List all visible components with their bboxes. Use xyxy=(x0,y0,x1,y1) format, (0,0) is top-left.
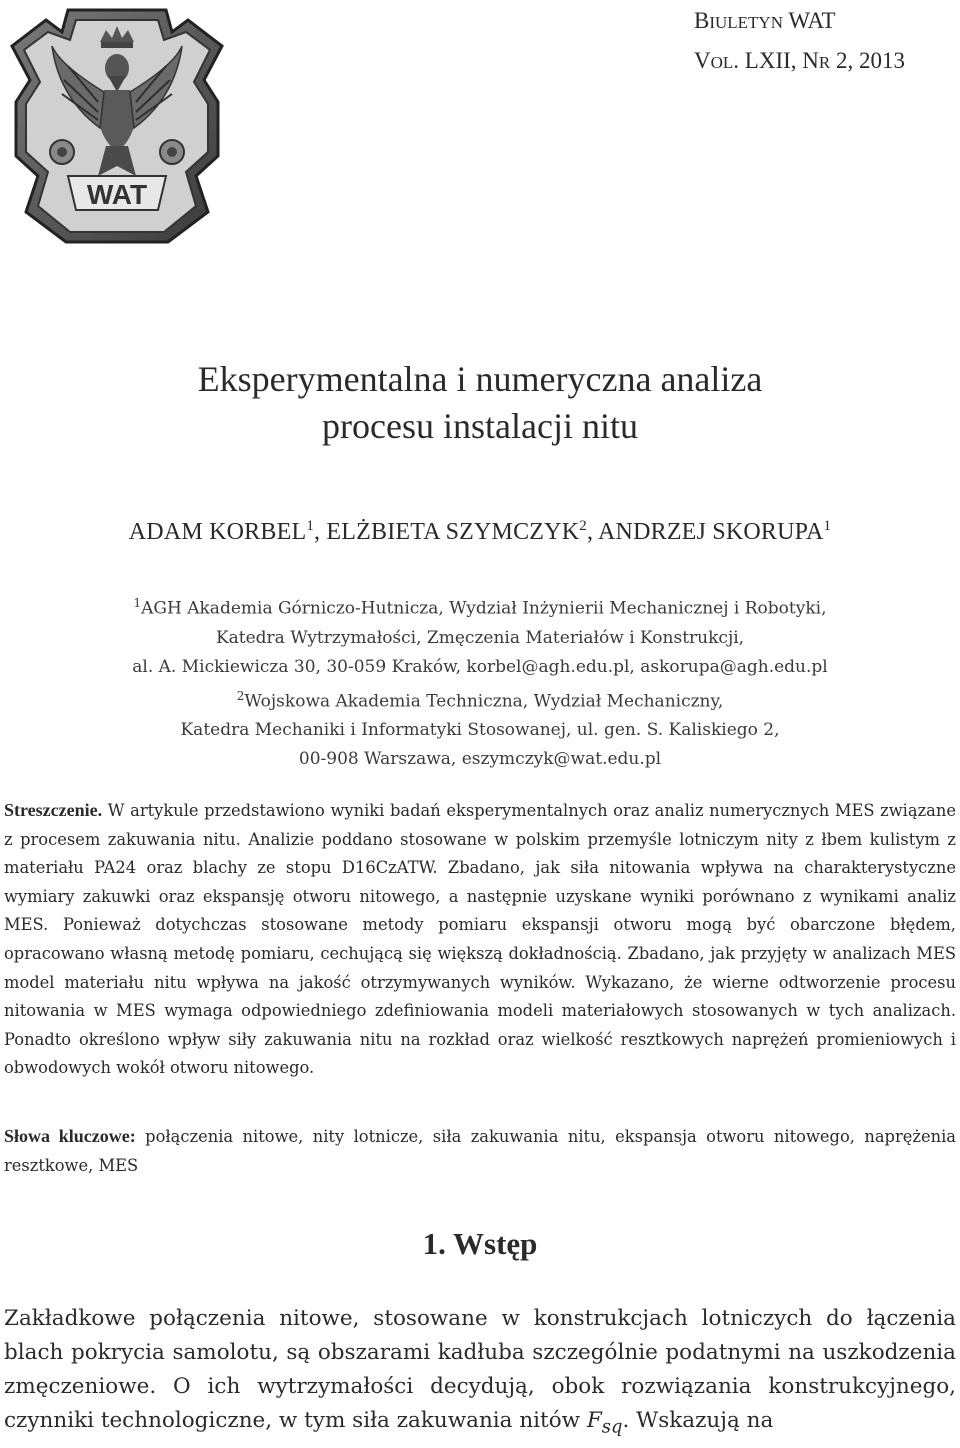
section-heading: 1. Wstęp xyxy=(422,1226,538,1261)
author-skorupa: ANDRZEJ SKORUPA xyxy=(598,519,824,545)
title-line-2: procesu instalacji nitu xyxy=(322,406,638,446)
affiliation-line: $^2$Wojskowa Akademia Techniczna, Wydział Mechaniczny, xyxy=(236,688,724,712)
keywords-label: Słowa kluczowe: xyxy=(4,1126,136,1146)
affiliations xyxy=(0,589,960,774)
keywords xyxy=(4,1122,956,1180)
author-korbel: ADAM KORBEL xyxy=(128,519,307,545)
affiliation-line: $^1$AGH Akademia Górniczo-Hutnicza, Wydział Inżynierii Mechanicznej i Robotyki, xyxy=(133,596,827,619)
journal-name: BIULETYN WAT xyxy=(694,8,836,33)
affiliation-line: Katedra Wytrzymałości, Zmęczenia Materiałów i Konstrukcji, xyxy=(215,627,745,648)
wat-eagle-emblem-icon xyxy=(8,6,226,246)
affiliation-line: Katedra Mechaniki i Informatyki Stosowanej, ul. gen. S. Kaliskiego 2, xyxy=(180,720,780,741)
keywords-text: połączenia nitowe, nity lotnicze, siła zakuwania nitu, ekspansja otworu nitowego, naprężenia resztkowe, MES xyxy=(4,1127,956,1175)
affiliation-line: al. A. Mickiewicza 30, 30-059 Kraków, korbel@agh.edu.pl, askorupa@agh.edu.pl xyxy=(132,656,828,677)
intro-paragraph: Zakładkowe połączenia nitowe, stosowane w konstrukcjach lotniczych do łączenia blach pokrycia samolotu, są obszarami kadłuba szczególnie podatnymi na uszkodzenia zmęczeniowe. O ich wytrzymałości decydują, obok rozwiązania konstrukcyjnego, czynniki technologiczne, w tym siła zakuwania nitów $F_{sq}$. Wskazują na xyxy=(4,1306,956,1438)
affiliation-line: 00-908 Warszawa, eszymczyk@wat.edu.pl xyxy=(298,749,662,770)
abstract-label: Streszczenie. xyxy=(4,800,103,820)
author-list: ADAM KORBEL$^1$, ELŻBIETA SZYMCZYK$^2$, ANDRZEJ SKORUPA$^1$ xyxy=(128,518,832,545)
journal-header xyxy=(694,2,905,82)
title-line-1: Eksperymentalna i numeryczna analiza xyxy=(197,359,763,399)
paper-title xyxy=(0,356,960,450)
abstract-text: W artykule przedstawiono wyniki badań eksperymentalnych oraz analiz numerycznych MES związane z procesem zakuwania nitu. Analizie poddano stosowane w polskim przemyśle lotniczym nity z łbem kulistym z materiału PA24 oraz blachy ze stopu D16CzATW. Zbadano, jak siła nitowania wpływa na charakterystyczne wymiary zakuwki oraz ekspansję otworu nitowego, a następnie uzyskane wyniki porównano z wynikami analiz MES. Ponieważ dotychczas stosowane metody pomiaru ekspansji otworu mogą być obarczone błędem, opracowano własną metodę pomiaru, cechującą się większą dokładnością. Zbadano, jak przyjęty w analizach MES model materiału nitu wpływa na jakość otrzymywanych wyników. Wykazano, że wierne odtworzenie procesu nitowania w MES wymaga odpowiedniego zdefiniowania modeli materiałowych stosowanych w tych analizach. Ponadto określono wpływ siły zakuwania nitu na rozkład oraz wielkość resztkowych naprężeń promieniowych i obwodowych wokół otworu nitowego. xyxy=(4,801,956,1078)
journal-volume: VOL. LXII, NR 2, 2013 xyxy=(694,48,905,73)
abstract xyxy=(4,796,956,1083)
logo-text: WAT xyxy=(86,179,148,210)
author-szymczyk: ELŻBIETA SZYMCZYK xyxy=(326,519,580,545)
